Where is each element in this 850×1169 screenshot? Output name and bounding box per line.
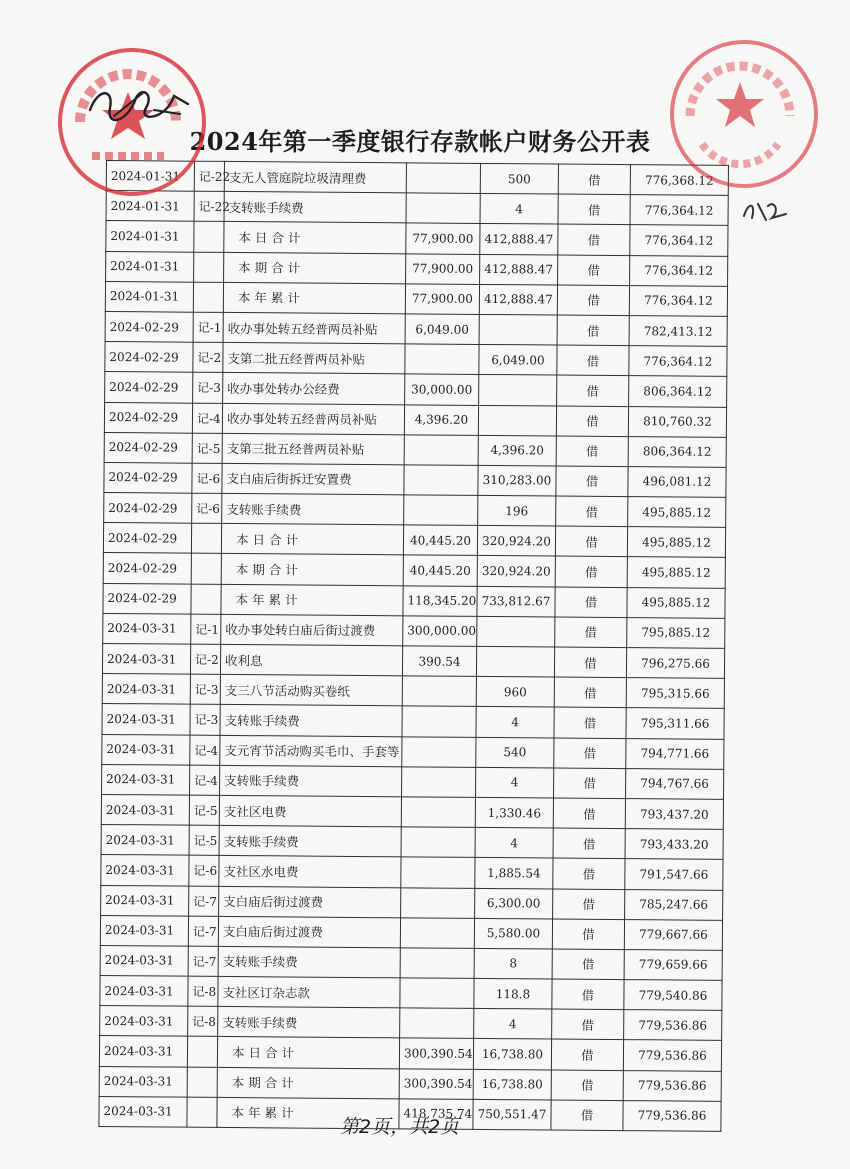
credit-amount-cell: 750,551.47 — [473, 1099, 551, 1130]
summary-cell: 支无人管庭院垃圾清理费 — [224, 161, 406, 193]
date-cell: 2024-03-31 — [102, 704, 190, 735]
date-cell: 2024-03-31 — [102, 674, 190, 705]
date-cell: 2024-02-29 — [104, 493, 192, 524]
date-cell: 2024-03-31 — [99, 1066, 187, 1097]
voucher-no-cell — [187, 1097, 217, 1127]
date-cell: 2024-02-29 — [104, 432, 192, 463]
debit-amount-cell: 118,345.20 — [403, 585, 477, 616]
table-row — [102, 764, 724, 799]
date-cell: 2024-03-31 — [101, 794, 189, 825]
debit-amount-cell: 418,735.74 — [399, 1099, 473, 1130]
balance-cell: 779,667.66 — [624, 919, 722, 950]
credit-amount-cell: 4 — [475, 828, 553, 859]
credit-amount-cell: 540 — [476, 737, 554, 768]
balance-cell: 779,540.86 — [624, 980, 722, 1011]
credit-amount-cell: 16,738.80 — [473, 1039, 551, 1070]
debit-amount-cell: 40,445.20 — [403, 525, 477, 556]
credit-amount-cell — [479, 314, 557, 345]
date-cell: 2024-03-31 — [100, 976, 188, 1007]
date-cell: 2024-02-29 — [105, 372, 193, 403]
date-cell: 2024-02-29 — [105, 342, 193, 373]
credit-amount-cell: 4 — [476, 767, 554, 798]
table-row — [105, 342, 727, 377]
debit-amount-cell — [401, 797, 475, 828]
direction-cell: 借 — [553, 828, 625, 859]
direction-cell: 借 — [553, 889, 625, 920]
credit-amount-cell: 412,888.47 — [480, 224, 558, 255]
direction-cell: 借 — [557, 285, 629, 316]
balance-cell: 776,364.12 — [629, 285, 727, 316]
credit-amount-cell: 16,738.80 — [473, 1069, 551, 1100]
debit-amount-cell — [406, 193, 480, 224]
debit-amount-cell: 6,049.00 — [405, 314, 479, 345]
voucher-no-cell — [187, 1067, 217, 1097]
direction-cell: 借 — [556, 466, 628, 497]
balance-cell: 795,315.66 — [626, 678, 724, 709]
credit-amount-cell: 8 — [474, 948, 552, 979]
voucher-no-cell: 记-3 — [190, 705, 220, 735]
voucher-no-cell: 记-22 — [194, 161, 224, 191]
credit-amount-cell: 1,330.46 — [475, 797, 553, 828]
balance-cell: 495,885.12 — [627, 557, 725, 588]
summary-cell: 本日合计 — [221, 524, 403, 556]
direction-cell: 借 — [552, 979, 624, 1010]
credit-amount-cell: 412,888.47 — [480, 254, 558, 285]
date-cell: 2024-01-31 — [106, 161, 194, 192]
table-row — [99, 1066, 721, 1101]
debit-amount-cell: 300,390.54 — [399, 1038, 473, 1069]
voucher-no-cell: 记-3 — [193, 373, 223, 403]
voucher-no-cell — [191, 523, 221, 553]
date-cell: 2024-01-31 — [106, 191, 194, 222]
summary-cell: 支三八节活动购买卷纸 — [220, 675, 402, 707]
credit-amount-cell: 4,396.20 — [478, 435, 556, 466]
table-row — [102, 674, 724, 709]
direction-cell: 借 — [558, 164, 630, 195]
debit-amount-cell — [402, 706, 476, 737]
credit-amount-cell: 5,580.00 — [474, 918, 552, 949]
date-cell: 2024-02-29 — [105, 311, 193, 342]
direction-cell: 借 — [555, 526, 627, 557]
debit-amount-cell: 390.54 — [402, 646, 476, 677]
direction-cell: 借 — [552, 1009, 624, 1040]
direction-cell: 借 — [558, 224, 630, 255]
credit-amount-cell: 6,300.00 — [475, 888, 553, 919]
debit-amount-cell: 300,390.54 — [399, 1068, 473, 1099]
summary-cell: 本日合计 — [217, 1037, 399, 1069]
table-row — [103, 523, 725, 558]
credit-amount-cell — [476, 646, 554, 677]
summary-cell: 支转账手续费 — [224, 192, 406, 224]
table-row — [99, 1096, 721, 1131]
summary-cell: 收办事处转白庙后街过渡费 — [221, 614, 403, 646]
table-row — [104, 493, 726, 528]
balance-cell: 795,311.66 — [626, 708, 724, 739]
balance-cell: 806,364.12 — [628, 436, 726, 467]
voucher-no-cell: 记-6 — [192, 493, 222, 523]
summary-cell: 收办事处转五经普两员补贴 — [223, 312, 405, 344]
direction-cell: 借 — [558, 194, 630, 225]
debit-amount-cell: 300,000.00 — [403, 616, 477, 647]
voucher-no-cell: 记-3 — [190, 674, 220, 704]
voucher-no-cell: 记-4 — [192, 403, 222, 433]
direction-cell: 借 — [556, 436, 628, 467]
debit-amount-cell — [401, 827, 475, 858]
balance-cell: 794,767.66 — [626, 768, 724, 799]
voucher-no-cell: 记-6 — [192, 463, 222, 493]
date-cell: 2024-03-31 — [102, 734, 190, 765]
summary-cell: 本年累计 — [221, 584, 403, 616]
direction-cell: 借 — [551, 1070, 623, 1101]
balance-cell: 776,364.12 — [630, 195, 728, 226]
debit-amount-cell — [402, 736, 476, 767]
table-row — [106, 251, 728, 286]
balance-cell: 495,885.12 — [627, 527, 725, 558]
summary-cell: 支第三批五经普两员补贴 — [222, 433, 404, 465]
direction-cell: 借 — [556, 496, 628, 527]
voucher-no-cell: 记-2 — [193, 342, 223, 372]
table-row — [100, 945, 722, 980]
debit-amount-cell: 77,900.00 — [406, 223, 480, 254]
summary-cell: 收办事处转办公经费 — [223, 373, 405, 405]
summary-cell: 收利息 — [220, 644, 402, 676]
credit-amount-cell: 1,885.54 — [475, 858, 553, 889]
balance-cell: 782,413.12 — [629, 316, 727, 347]
debit-amount-cell — [401, 857, 475, 888]
voucher-no-cell — [194, 252, 224, 282]
balance-cell: 806,364.12 — [629, 376, 727, 407]
balance-cell: 776,364.12 — [629, 346, 727, 377]
table-row — [100, 1006, 722, 1041]
debit-amount-cell — [404, 495, 478, 526]
table-row — [102, 643, 724, 678]
date-cell: 2024-01-31 — [105, 281, 193, 312]
direction-cell: 借 — [557, 315, 629, 346]
debit-amount-cell — [400, 978, 474, 1009]
credit-amount-cell: 733,812.67 — [477, 586, 555, 617]
balance-cell: 779,659.66 — [624, 949, 722, 980]
table-row — [106, 191, 728, 226]
credit-amount-cell: 500 — [480, 163, 558, 194]
credit-amount-cell: 320,924.20 — [477, 556, 555, 587]
credit-amount-cell: 412,888.47 — [479, 284, 557, 315]
credit-amount-cell — [479, 375, 557, 406]
voucher-no-cell — [191, 584, 221, 614]
debit-amount-cell: 77,900.00 — [406, 253, 480, 284]
direction-cell: 借 — [558, 255, 630, 286]
date-cell: 2024-03-31 — [99, 1096, 187, 1127]
table-row — [101, 885, 723, 920]
debit-amount-cell — [400, 948, 474, 979]
table-row — [100, 915, 722, 950]
summary-cell: 支转账手续费 — [222, 493, 404, 525]
voucher-no-cell — [194, 222, 224, 252]
summary-cell: 支元宵节活动购买毛巾、手套等 — [220, 735, 402, 767]
balance-cell: 779,536.86 — [623, 1040, 721, 1071]
summary-cell: 支社区水电费 — [219, 856, 401, 888]
balance-cell: 794,771.66 — [626, 738, 724, 769]
summary-cell: 本年累计 — [217, 1097, 399, 1129]
summary-cell: 支社区电费 — [219, 795, 401, 827]
table-row — [101, 855, 723, 890]
balance-cell: 779,536.86 — [623, 1070, 721, 1101]
voucher-no-cell — [193, 282, 223, 312]
direction-cell: 借 — [552, 949, 624, 980]
voucher-no-cell: 记-5 — [189, 795, 219, 825]
table-row — [105, 281, 727, 316]
date-cell: 2024-03-31 — [102, 764, 190, 795]
credit-amount-cell: 196 — [478, 495, 556, 526]
summary-cell: 本期合计 — [217, 1067, 399, 1099]
direction-cell: 借 — [555, 556, 627, 587]
page-title: 2024年第一季度银行存款帐户财务公开表 — [189, 127, 651, 156]
date-cell: 2024-03-31 — [102, 643, 190, 674]
balance-cell: 796,275.66 — [626, 648, 724, 679]
direction-cell: 借 — [552, 919, 624, 950]
table-row — [104, 432, 726, 467]
direction-cell: 借 — [554, 647, 626, 678]
summary-cell: 支转账手续费 — [218, 946, 400, 978]
summary-cell: 本年累计 — [223, 282, 405, 314]
voucher-no-cell: 记-7 — [189, 886, 219, 916]
table-row — [105, 311, 727, 346]
summary-cell: 支白庙后街过渡费 — [219, 886, 401, 918]
summary-cell: 支社区订杂志款 — [218, 976, 400, 1008]
debit-amount-cell: 30,000.00 — [405, 374, 479, 405]
voucher-no-cell: 记-5 — [189, 825, 219, 855]
table-row — [104, 402, 726, 437]
credit-amount-cell: 310,283.00 — [478, 465, 556, 496]
voucher-no-cell: 记-8 — [188, 1006, 218, 1036]
balance-cell: 791,547.66 — [625, 859, 723, 890]
summary-cell: 本期合计 — [224, 252, 406, 284]
direction-cell: 借 — [554, 707, 626, 738]
direction-cell: 借 — [557, 345, 629, 376]
date-cell: 2024-02-29 — [103, 523, 191, 554]
date-cell: 2024-03-31 — [101, 825, 189, 856]
credit-amount-cell: 118.8 — [474, 978, 552, 1009]
summary-cell: 本日合计 — [224, 222, 406, 254]
page-footer: 第2页，共2页 — [340, 1116, 460, 1138]
date-cell: 2024-03-31 — [100, 1006, 188, 1037]
credit-amount-cell: 4 — [480, 194, 558, 225]
balance-cell: 793,433.20 — [625, 829, 723, 860]
balance-cell: 793,437.20 — [625, 799, 723, 830]
direction-cell: 借 — [554, 738, 626, 769]
direction-cell: 借 — [555, 587, 627, 618]
credit-amount-cell: 960 — [476, 677, 554, 708]
date-cell: 2024-03-31 — [99, 1036, 187, 1067]
balance-cell: 779,536.86 — [623, 1100, 721, 1131]
debit-amount-cell: 4,396.20 — [404, 404, 478, 435]
date-cell: 2024-02-29 — [104, 462, 192, 493]
table-row — [104, 462, 726, 497]
debit-amount-cell — [404, 435, 478, 466]
debit-amount-cell — [401, 887, 475, 918]
voucher-no-cell: 记-6 — [189, 855, 219, 885]
credit-amount-cell: 320,924.20 — [477, 526, 555, 557]
balance-cell: 776,368.12 — [630, 165, 728, 196]
voucher-no-cell: 记-7 — [188, 916, 218, 946]
date-cell: 2024-03-31 — [100, 945, 188, 976]
direction-cell: 借 — [554, 768, 626, 799]
summary-cell: 支白庙后街拆迁安置费 — [222, 463, 404, 495]
date-cell: 2024-03-31 — [100, 915, 188, 946]
table-row — [102, 704, 724, 739]
balance-cell: 795,885.12 — [627, 617, 725, 648]
table-row — [106, 161, 728, 196]
debit-amount-cell — [404, 465, 478, 496]
date-cell: 2024-01-31 — [106, 251, 194, 282]
debit-amount-cell — [406, 163, 480, 194]
summary-cell: 支转账手续费 — [218, 1007, 400, 1039]
balance-cell: 495,885.12 — [627, 587, 725, 618]
credit-amount-cell: 4 — [476, 707, 554, 738]
date-cell: 2024-03-31 — [101, 885, 189, 916]
direction-cell: 借 — [557, 375, 629, 406]
balance-cell: 779,536.86 — [624, 1010, 722, 1041]
table-row — [105, 372, 727, 407]
debit-amount-cell — [402, 767, 476, 798]
table-row — [101, 794, 723, 829]
direction-cell: 借 — [551, 1039, 623, 1070]
voucher-no-cell: 记-22 — [194, 191, 224, 221]
ledger-body — [99, 161, 729, 1132]
balance-cell: 495,885.12 — [628, 497, 726, 528]
credit-amount-cell — [478, 405, 556, 436]
summary-cell: 支白庙后街过渡费 — [218, 916, 400, 948]
table-row — [101, 825, 723, 860]
balance-cell: 785,247.66 — [625, 889, 723, 920]
summary-cell: 收办事处转五经普两员补贴 — [222, 403, 404, 435]
voucher-no-cell: 记-1 — [191, 614, 221, 644]
balance-cell: 496,081.12 — [628, 466, 726, 497]
voucher-no-cell — [191, 554, 221, 584]
debit-amount-cell — [400, 1008, 474, 1039]
direction-cell: 借 — [553, 798, 625, 829]
credit-amount-cell: 4 — [474, 1009, 552, 1040]
ledger-table — [98, 160, 729, 1132]
handwritten-signature — [84, 80, 194, 130]
debit-amount-cell — [405, 344, 479, 375]
table-row — [100, 976, 722, 1011]
debit-amount-cell: 77,900.00 — [405, 284, 479, 315]
date-cell: 2024-02-29 — [104, 402, 192, 433]
debit-amount-cell — [402, 676, 476, 707]
voucher-no-cell: 记-5 — [192, 433, 222, 463]
credit-amount-cell: 6,049.00 — [479, 345, 557, 376]
date-cell: 2024-03-31 — [101, 855, 189, 886]
direction-cell: 借 — [551, 1100, 623, 1131]
date-cell: 2024-01-31 — [106, 221, 194, 252]
summary-cell: 本期合计 — [221, 554, 403, 586]
table-row — [99, 1036, 721, 1071]
table-row — [103, 553, 725, 588]
credit-amount-cell — [477, 616, 555, 647]
direction-cell: 借 — [553, 858, 625, 889]
direction-cell: 借 — [556, 406, 628, 437]
voucher-no-cell — [187, 1037, 217, 1067]
date-cell: 2024-02-29 — [103, 583, 191, 614]
summary-cell: 支转账手续费 — [219, 826, 401, 858]
direction-cell: 借 — [555, 617, 627, 648]
table-row — [102, 734, 724, 769]
voucher-no-cell: 记-4 — [190, 765, 220, 795]
balance-cell: 810,760.32 — [628, 406, 726, 437]
balance-cell: 776,364.12 — [630, 225, 728, 256]
date-cell: 2024-02-29 — [103, 553, 191, 584]
debit-amount-cell: 40,445.20 — [403, 555, 477, 586]
voucher-no-cell: 记-7 — [188, 946, 218, 976]
direction-cell: 借 — [554, 677, 626, 708]
summary-cell: 支转账手续费 — [220, 765, 402, 797]
balance-cell: 776,364.12 — [630, 255, 728, 286]
voucher-no-cell: 记-8 — [188, 976, 218, 1006]
table-row — [103, 583, 725, 618]
table-row — [103, 613, 725, 648]
handwritten-initials — [740, 196, 790, 226]
summary-cell: 支第二批五经普两员补贴 — [223, 343, 405, 375]
table-row — [106, 221, 728, 256]
summary-cell: 支转账手续费 — [220, 705, 402, 737]
debit-amount-cell — [400, 918, 474, 949]
voucher-no-cell: 记-1 — [193, 312, 223, 342]
voucher-no-cell: 记-4 — [190, 735, 220, 765]
voucher-no-cell: 记-2 — [190, 644, 220, 674]
date-cell: 2024-03-31 — [103, 613, 191, 644]
